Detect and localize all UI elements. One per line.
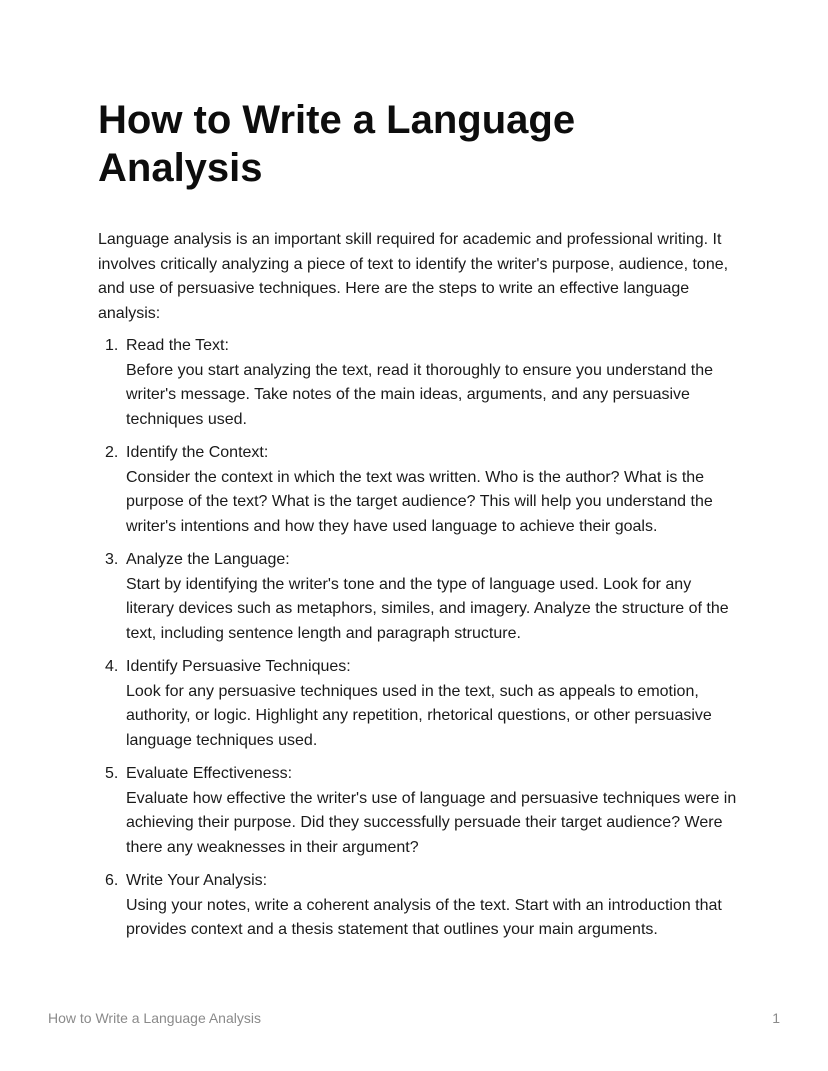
step-title: Identify the Context: <box>126 444 269 461</box>
step-title: Analyze the Language: <box>126 551 290 568</box>
step-body: Start by identifying the writer's tone and the type of language used. Look for any literary devices such as metaphors, similes, and imagery. Analyze the structure of the text, including sentence length and paragraph structure. <box>126 575 729 642</box>
page-number: 1 <box>772 1010 780 1026</box>
step-number: 5. <box>105 765 119 782</box>
footer-title: How to Write a Language Analysis <box>48 1010 261 1026</box>
list-item <box>98 655 738 753</box>
step-number: 2. <box>105 444 119 461</box>
step-body: Before you start analyzing the text, read it thoroughly to ensure you understand the writer's message. Take notes of the main ideas, arguments, and any persuasive techniques used. <box>126 361 714 428</box>
step-title: Evaluate Effectiveness: <box>126 765 293 782</box>
step-body: Using your notes, write a coherent analysis of the text. Start with an introduction that provides context and a thesis statement that outlines your main arguments. <box>126 896 722 938</box>
step-title: Identify Persuasive Techniques: <box>126 658 351 675</box>
steps-list <box>98 334 738 943</box>
intro-paragraph: Language analysis is an important skill required for academic and professional writing. It involves critically analyzing a piece of text to identify the writer's purpose, audience, tone, and use of persuasive techniques. Here are the steps to write an effective language analysis: <box>98 231 729 322</box>
list-item <box>98 334 738 432</box>
step-number: 6. <box>105 872 119 889</box>
document-page <box>98 96 738 952</box>
list-item <box>98 548 738 646</box>
step-title: Read the Text: <box>126 337 229 354</box>
step-number: 1. <box>105 337 119 354</box>
step-number: 3. <box>105 551 119 568</box>
step-body: Consider the context in which the text was written. Who is the author? What is the purpose of the text? What is the target audience? This will help you understand the writer's intentions and how they have used language to achieve their goals. <box>126 468 713 535</box>
list-item <box>98 869 738 943</box>
step-number: 4. <box>105 658 119 675</box>
page-title: How to Write a Language Analysis <box>98 98 576 190</box>
list-item <box>98 441 738 539</box>
step-body: Evaluate how effective the writer's use of language and persuasive techniques were in achieving their purpose. Did they successfully persuade their target audience? Were there any weaknesses in their argument? <box>126 789 737 856</box>
list-item <box>98 762 738 860</box>
step-title: Write Your Analysis: <box>126 872 268 889</box>
step-body: Look for any persuasive techniques used in the text, such as appeals to emotion, authority, or logic. Highlight any repetition, rhetorical questions, or other persuasive language techniques used. <box>126 682 712 749</box>
